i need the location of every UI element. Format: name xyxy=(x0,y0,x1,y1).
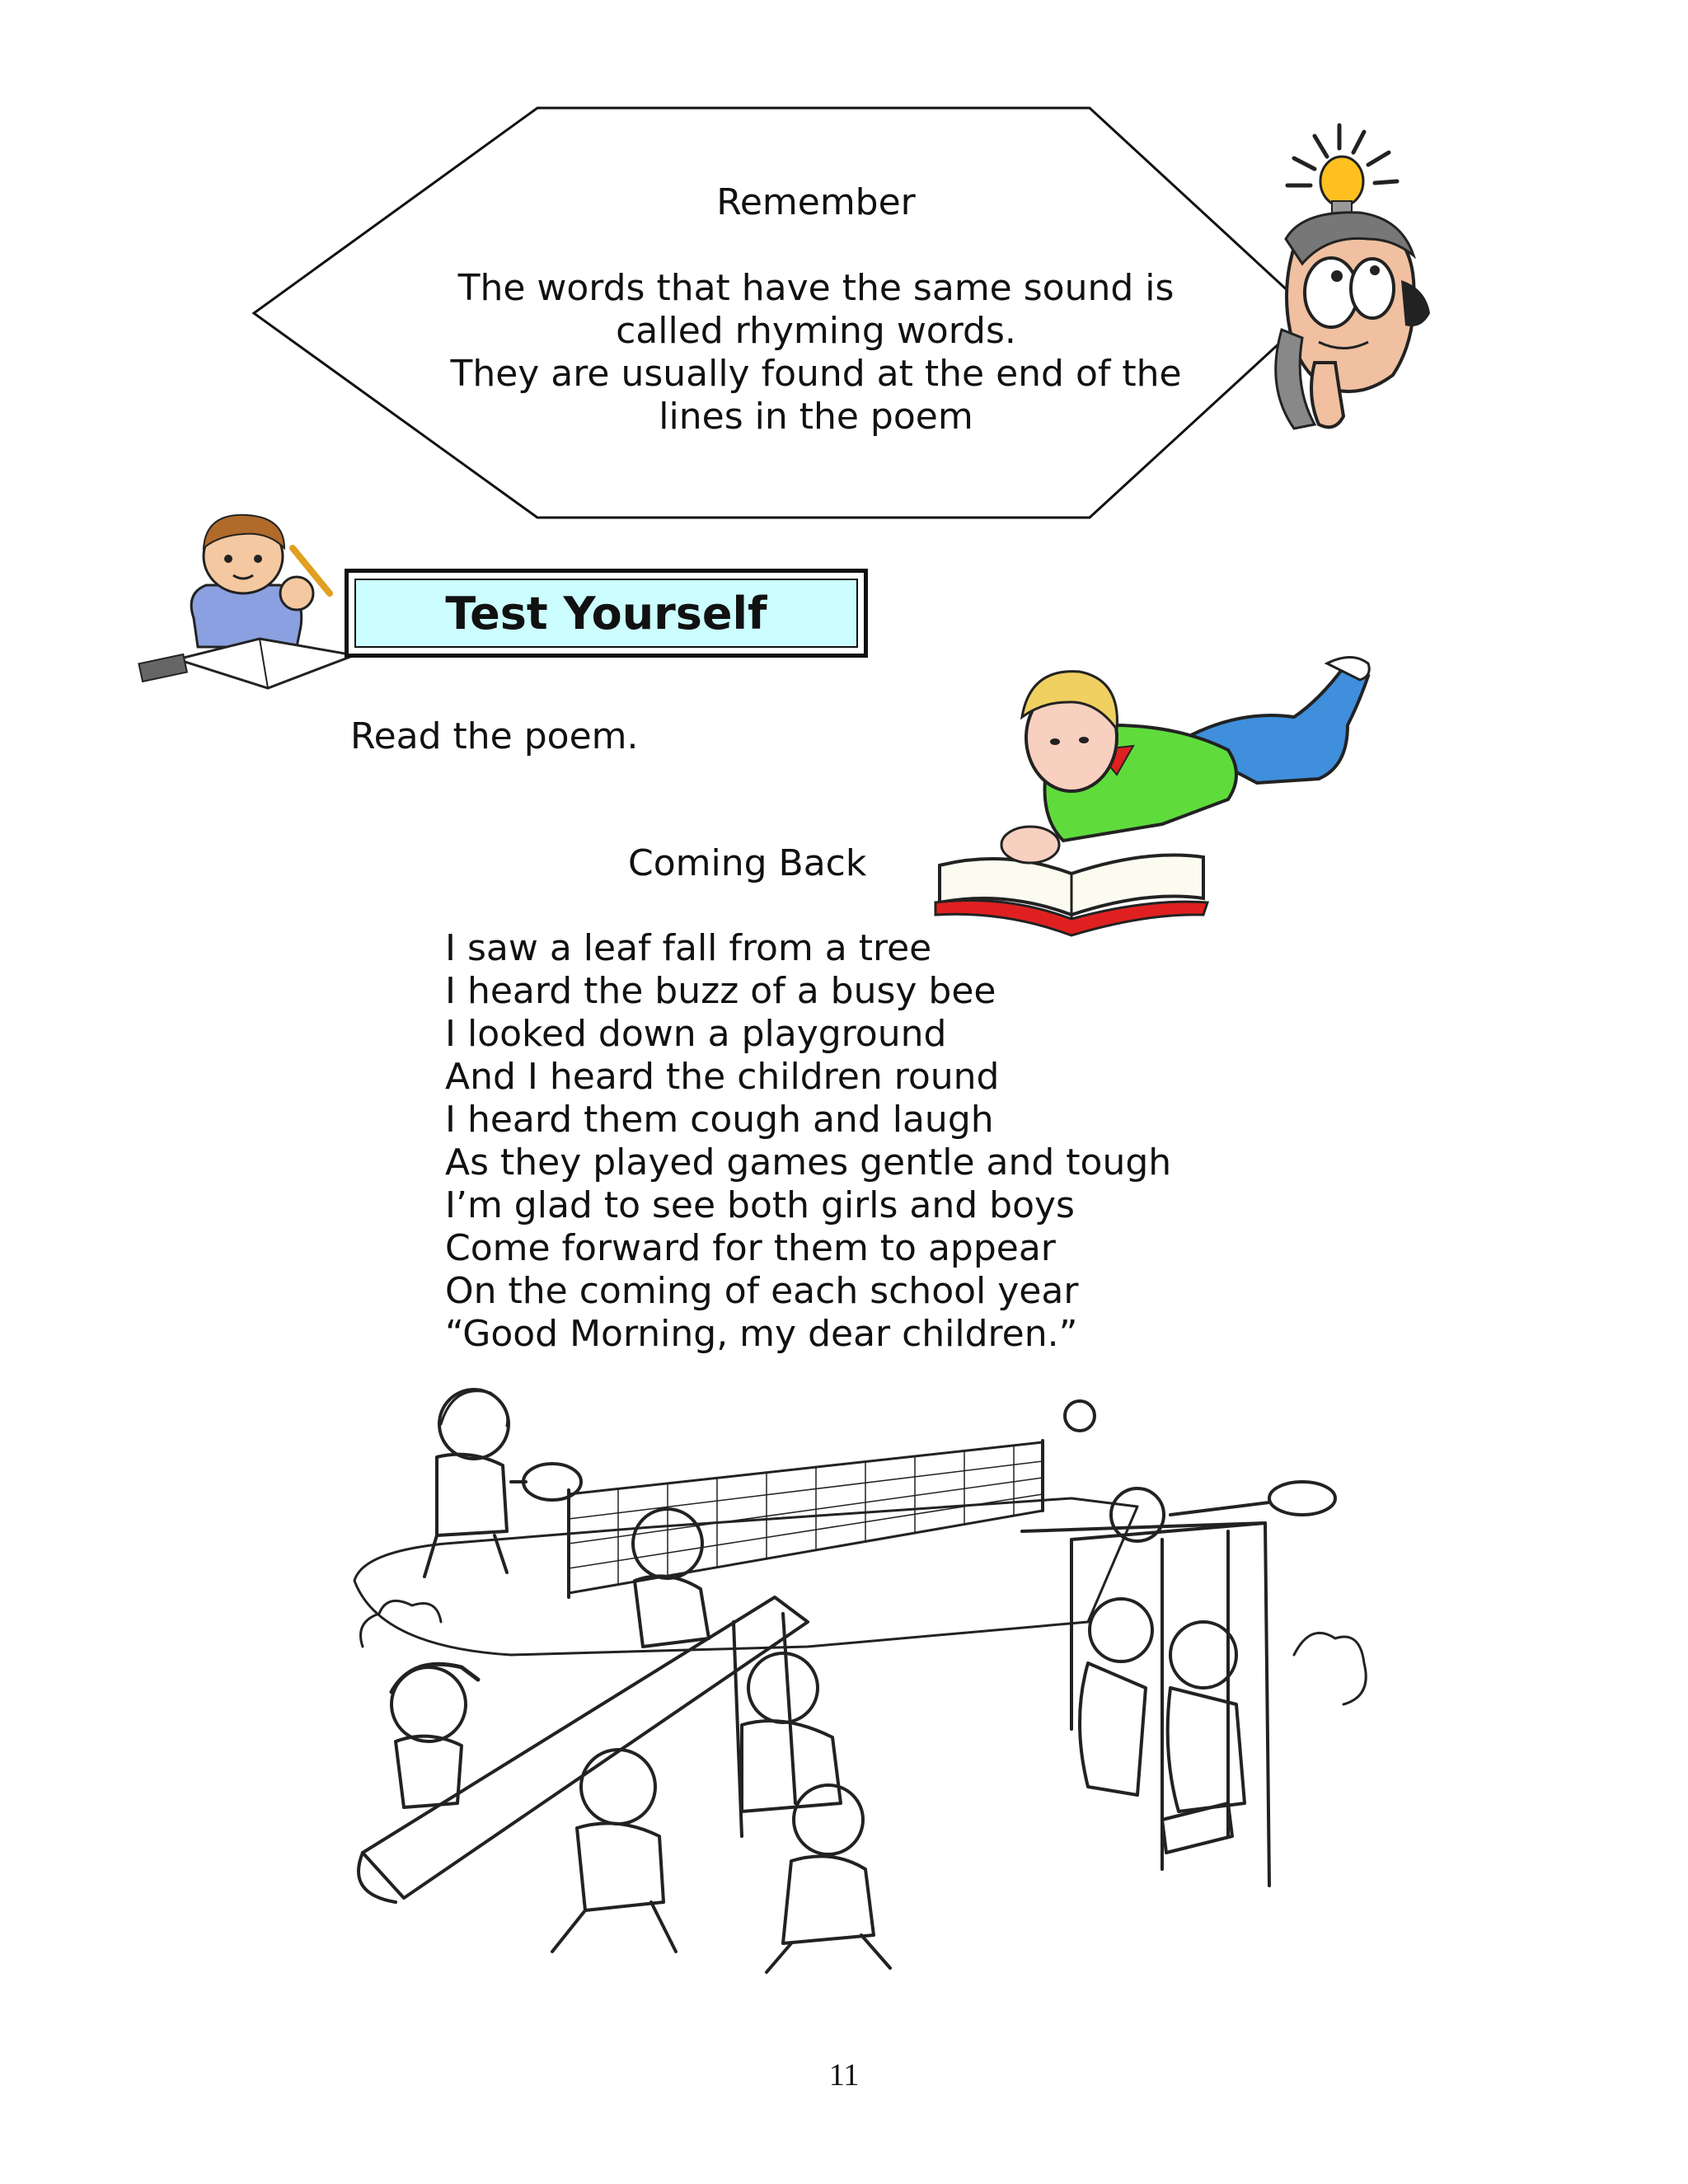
remember-line: lines in the poem xyxy=(659,396,973,438)
poem-line: I heard them cough and laugh xyxy=(445,1099,994,1141)
poem-line: I saw a leaf fall from a tree xyxy=(445,927,932,969)
instruction-text: Read the poem. xyxy=(350,715,639,757)
page-number: 11 xyxy=(828,2058,860,2093)
boy-reading-illustration xyxy=(931,651,1376,948)
playground-illustration xyxy=(346,1375,1376,1985)
remember-title: Remember xyxy=(716,181,916,223)
poem-line: I’m glad to see both girls and boys xyxy=(445,1184,1075,1226)
boy-writing-illustration xyxy=(136,503,367,701)
poem-line: And I heard the children round xyxy=(445,1056,1000,1098)
tennis-net xyxy=(569,1441,1043,1597)
poem-body xyxy=(445,927,1171,1356)
remember-line: The words that have the same sound is xyxy=(457,267,1175,309)
poem-line: On the coming of each school year xyxy=(445,1270,1079,1312)
poem-title: Coming Back xyxy=(628,842,867,884)
lightbulb-icon xyxy=(1287,125,1397,216)
poem-line: Come forward for them to appear xyxy=(445,1227,1056,1269)
test-yourself-label: Test Yourself xyxy=(354,579,858,648)
remember-line: called rhyming words. xyxy=(616,310,1016,352)
poem-line: I looked down a playground xyxy=(445,1013,947,1055)
test-yourself-banner xyxy=(345,569,868,658)
thinking-man-illustration xyxy=(1236,115,1451,445)
poem-line: “Good Morning, my dear children.” xyxy=(445,1313,1078,1355)
remember-line: They are usually found at the end of the xyxy=(450,353,1182,395)
remember-note xyxy=(420,181,1212,438)
poem-line: As they played games gentle and tough xyxy=(445,1141,1172,1183)
poem-line: I heard the buzz of a busy bee xyxy=(445,970,996,1012)
